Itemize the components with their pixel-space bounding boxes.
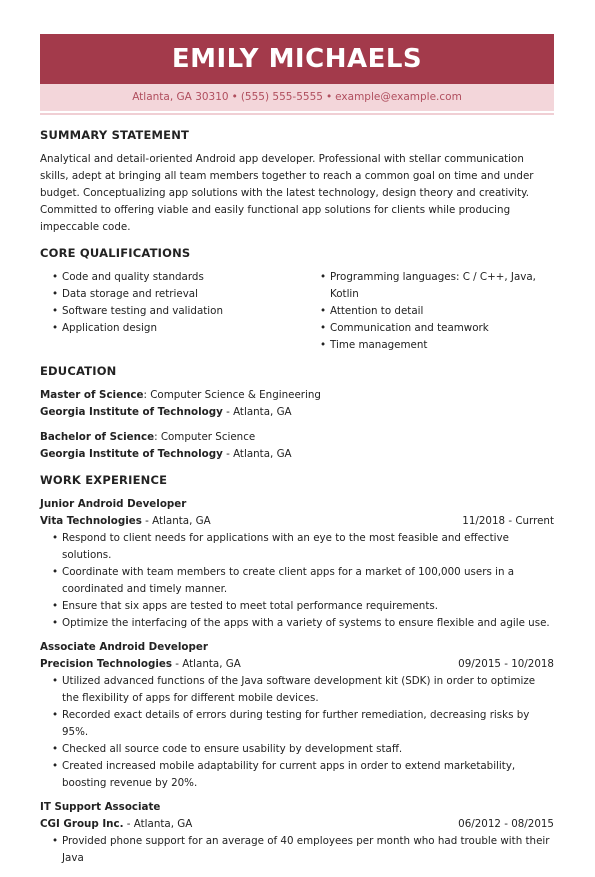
job-bullet: • Recorded exact details of errors during testing for further remediation, decreasing risks by 95%. (40, 707, 554, 741)
job-bullet: • Optimize the interfacing of the apps with a variety of systems to ensure flexible and agile use. (40, 615, 554, 632)
qualification-item: • Data storage and retrieval (40, 286, 308, 303)
job-entry (40, 496, 554, 632)
degree: Bachelor of Science (40, 431, 155, 443)
resume-body (40, 128, 554, 877)
qualifications-section (40, 246, 554, 354)
contact-email[interactable]: example@example.com (335, 91, 462, 103)
company-location: - Atlanta, GA (141, 515, 211, 527)
summary-heading: SUMMARY STATEMENT (40, 128, 190, 142)
resume-name: EMILY MICHAELS (40, 34, 554, 84)
degree-field: : Computer Science (154, 431, 256, 443)
summary-text: Analytical and detail-oriented Android app developer. Professional with stellar communication skills, adept at bringing all team members together to reach a common goal on time and under budget. Conceptualizing app solutions with the latest technology, design theory and creativity. Committed to offering viable and easily functional app solutions for clients while producing impeccable code. (40, 153, 534, 233)
contact-phone: (555) 555-5555 (240, 91, 323, 103)
job-bullets (40, 673, 554, 792)
qualifications-heading: CORE QUALIFICATIONS (40, 246, 191, 260)
job-dates: 11/2018 - Current (462, 515, 554, 527)
job-title: IT Support Associate (40, 801, 161, 813)
qualification-item: • Attention to detail (308, 303, 554, 320)
education-list (40, 387, 554, 463)
qualifications-right-list (308, 269, 554, 354)
job-title: Associate Android Developer (40, 641, 208, 653)
job-bullet: • Provided phone support for an average of 40 employees per month who had trouble with their Java (40, 833, 554, 867)
job-company-line (40, 513, 554, 530)
education-section (40, 364, 554, 463)
contact-address: Atlanta, GA 30310 (132, 91, 229, 103)
degree-field: : Computer Science & Engineering (143, 389, 321, 401)
job-bullet: • Utilized advanced functions of the Java software development kit (SDK) in order to optimize the flexibility of apps for different mobile devices. (40, 673, 554, 707)
company-name: Precision Technologies (40, 658, 172, 670)
qualification-item: • Code and quality standards (40, 269, 308, 286)
job-bullets (40, 530, 554, 632)
experience-heading: WORK EXPERIENCE (40, 473, 168, 487)
qualifications-grid (40, 269, 554, 354)
qualification-item: • Programming languages: C / C++, Java, Kotlin (308, 269, 554, 303)
company-location: - Atlanta, GA (123, 818, 193, 830)
job-dates: 06/2012 - 08/2015 (458, 818, 554, 830)
education-entry (40, 429, 554, 463)
job-entry (40, 639, 554, 792)
job-title: Junior Android Developer (40, 498, 187, 510)
company-location: - Atlanta, GA (171, 658, 241, 670)
job-bullets (40, 833, 554, 867)
contact-info (40, 84, 554, 111)
contact-separator: • (325, 91, 333, 103)
school-location: - Atlanta, GA (222, 448, 292, 460)
job-bullet: • Coordinate with team members to create client apps for a market of 100,000 users in a coordinated and timely manner. (40, 564, 554, 598)
qualification-item: • Software testing and validation (40, 303, 308, 320)
education-heading: EDUCATION (40, 364, 117, 378)
qualifications-left-list (40, 269, 308, 354)
summary-section (40, 128, 554, 236)
company-name: Vita Technologies (40, 515, 142, 527)
job-bullet: • Respond to client needs for applications with an eye to the most feasible and effective solutions. (40, 530, 554, 564)
degree: Master of Science (40, 389, 144, 401)
job-bullet: • Ensure that six apps are tested to meet total performance requirements. (40, 598, 554, 615)
job-entry (40, 799, 554, 867)
school-location: - Atlanta, GA (222, 406, 292, 418)
company-name: CGI Group Inc. (40, 818, 124, 830)
job-company-line (40, 816, 554, 833)
job-company-line (40, 656, 554, 673)
school-name: Georgia Institute of Technology (40, 448, 223, 460)
job-dates: 09/2015 - 10/2018 (458, 658, 554, 670)
contact-separator: • (231, 91, 238, 103)
job-bullet: • Created increased mobile adaptability for current apps in order to extend marketability, boosting revenue by 20%. (40, 758, 554, 792)
job-bullet: • Checked all source code to ensure usability by development staff. (40, 741, 554, 758)
school-name: Georgia Institute of Technology (40, 406, 223, 418)
qualification-item: • Time management (308, 337, 554, 354)
qualification-item: • Application design (40, 320, 308, 337)
education-entry (40, 387, 554, 421)
experience-section (40, 473, 554, 867)
qualification-item: • Communication and teamwork (308, 320, 554, 337)
header-divider (40, 113, 554, 115)
